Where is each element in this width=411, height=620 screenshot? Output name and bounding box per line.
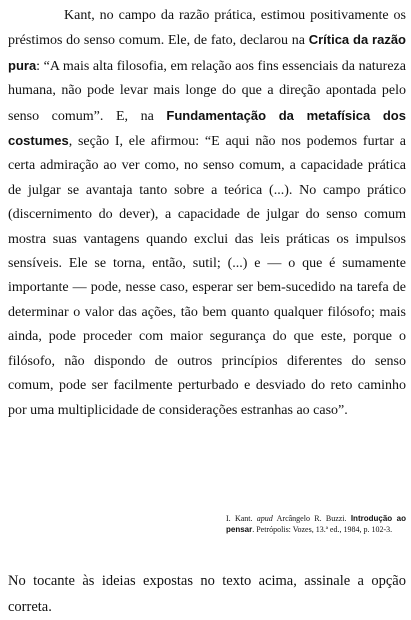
quote-text [8, 4, 406, 423]
citation-editor: Arcângelo R. Buzzi. [272, 514, 351, 523]
citation-author: I. Kant. [226, 514, 257, 523]
citation-publisher: . Petrópolis: Vozes, 13.ª ed., 1984, p. 102-3. [252, 525, 393, 534]
question-prompt: No tocante às ideias expostas no texto acima, assinale a opção correta. [8, 573, 406, 615]
citation [226, 513, 406, 535]
quote-part-3: , seção I, ele afirmou: “E aqui não nos podemos furtar a certa admiração ao ver como, no senso comum, a capacidade prática de julgar se avantaja tanto sobre a teórica (...). No campo prático (discernimento do dever), a capacidade de julgar do senso comum mostra suas vantagens quando exclui das leis práticas os impulsos sensíveis. Ele se torna, então, sutil; (...) e — o que é sumamente importante — pode, nesse caso, esperar ser bem-sucedido na tarefa de determinar o valor das ações, tão bem quanto qualquer filósofo; mais ainda, pode proceder com maior segurança do que este, porque o filósofo, não dispondo de outros princípios diferentes do senso comum, pode ser facilmente perturbado e desviado do reto caminho por uma multiplicidade de considerações estranhas ao caso”. [8, 134, 406, 418]
quote-part-1: Kant, no campo da razão prática, estimou positivamente os préstimos do senso comum. Ele, de fato, declarou na [8, 8, 406, 49]
book-title-fundamentacao: Fundamentação da metafísica dos costumes [8, 107, 406, 149]
citation-book-title: Introdução ao pensar [226, 514, 407, 534]
book-title-critica: Crítica da razão pura [8, 32, 406, 73]
citation-apud: apud [256, 514, 273, 523]
quote-part-2: : “A mais alta filosofia, em relação aos fins essenciais da natureza humana, não pode levar mais longe do que a direção apontada pelo senso comum”. E, na [8, 58, 406, 124]
